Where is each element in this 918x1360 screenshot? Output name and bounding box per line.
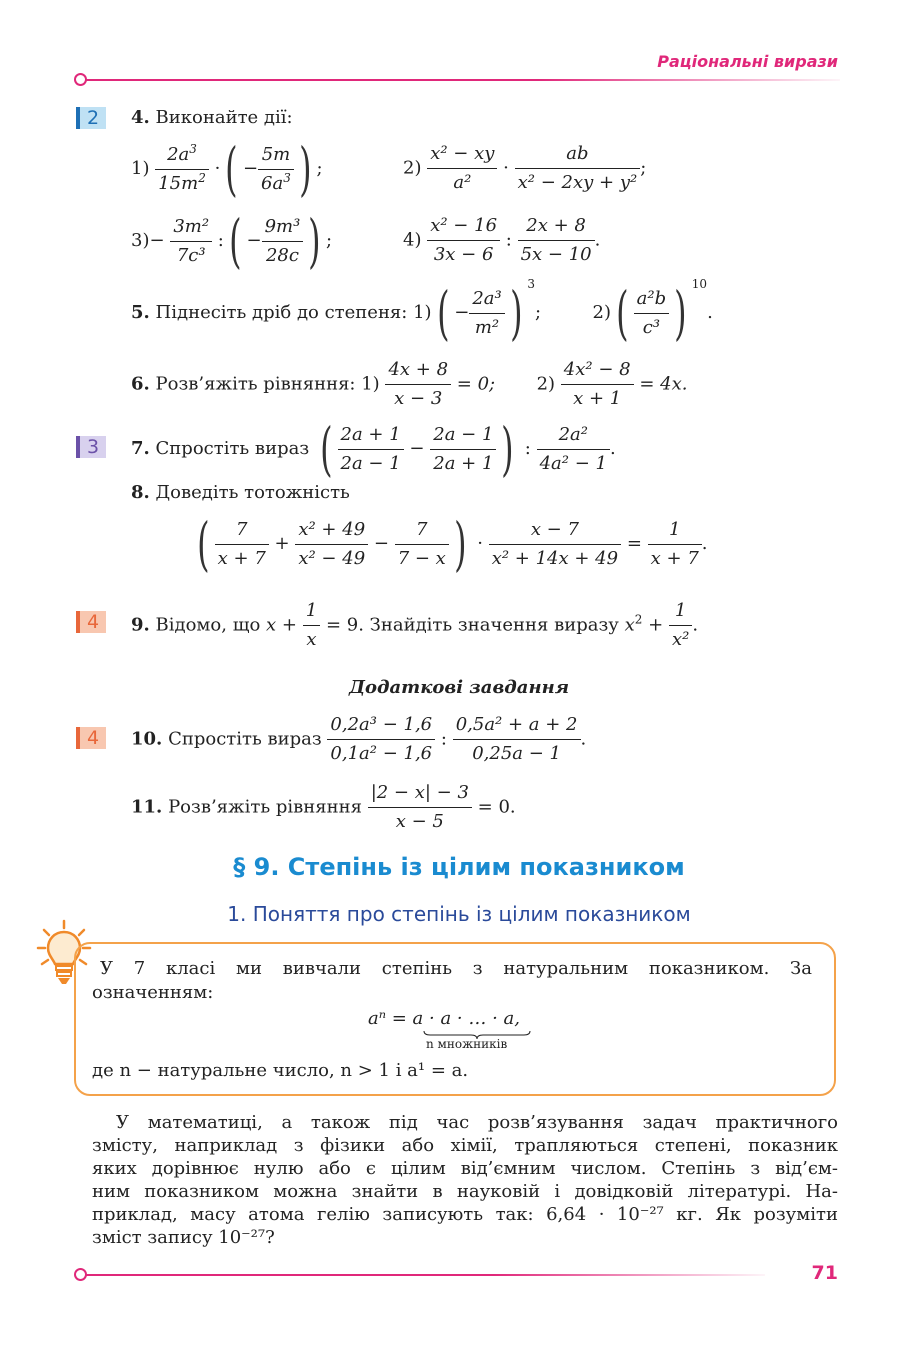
exercise-9: 9. Відомо, що x + $\frac{1}{x}$ = 9. Знайдіть значення виразу $x^2$ + $\frac{1}{\text{x²}}$ . [131,597,698,654]
exercise-4-item-3: 3)− $\frac{\text{3m²}}{\text{7c³}}$ :( − $\frac{\text{9m³}}{28c}$ ) ; [131,207,333,275]
body-line: зміст запису 10⁻²⁷? [92,1227,275,1248]
exercise-4-item-1: 1) $\frac{2a^3}{15m^2}$ ·( − $\frac{5m}{6a^3}$ ) ; [131,135,323,203]
running-header: Раціональні вирази [657,52,838,71]
page-number: 71 [811,1262,838,1284]
exercise-8-heading: 8. Доведіть тотожність [131,482,350,503]
body-line: У математиці, а також під час розв’язування задач практичного [116,1112,838,1133]
body-line: змісту, наприклад з фізики або хімії, трапляються степені, показник [92,1135,838,1156]
body-line: приклад, масу атома гелію записують так: 6,64 · 10⁻²⁷ кг. Як розуміти [92,1204,838,1225]
extra-tasks-title: Додаткові завдання [348,677,570,698]
footer-rule [85,1274,765,1276]
exercise-8-identity: ( $\frac{7}{x + 7}$ + $\frac{\text{x² + 49}}{\text{x² − 49}}$ − $\frac{7}{7 - x}$ ) · $\frac{x - 7}{\text{x² + 14x + 49}}$ = $\frac{1}{x + 7}$ . [197,510,708,578]
level-badge-2: 2 [76,107,106,129]
note-line-3: де n − натуральне число, n > 1 і a¹ = a. [92,1060,469,1081]
level-badge-4-extra: 4 [76,727,106,749]
exercise-11: 11. Розв’яжіть рівняння $\frac{|2 - x| - 3}{x - 5}$ = 0. [131,779,516,836]
exercise-4-item-4: 4) $\frac{\text{x² − 16}}{3x - 6}$ : $\frac{2x + 8}{5x - 10}$ . [403,212,600,269]
level-badge-4: 4 [76,611,106,633]
body-line: ним показником можна знайти в науковій і довідковій літературі. На- [92,1181,838,1202]
level-badge-3: 3 [76,436,106,458]
exercise-7: 7. Спростіть вираз ( $\frac{2a + 1}{2a - 1}$ − $\frac{2a - 1}{2a + 1}$ ) : $\frac{\text{2a²}}{\text{4a² − 1}}$ . [131,415,616,483]
body-line: яких дорівнює нулю або є цілим від’ємним числом. Степінь з від’єм- [92,1158,838,1179]
header-rule [85,79,840,81]
exercise-4-item-2: 2) $\frac{\text{x² − xy}}{\text{a²}}$ · $\frac{ab}{\text{x² − 2xy + y²}}$ ; [403,140,646,197]
note-line-2: означенням: [92,982,214,1003]
exercise-4-heading: 4. Виконайте дії: [131,107,293,128]
note-formula: aⁿ = a · a · … · a, [368,1008,520,1029]
note-line-1: У 7 класі ми вивчали степінь з натуральним показником. За [100,958,812,979]
exercise-5: 5. Піднесіть дріб до степеня: 1)( − $\frac{\text{2a³}}{\text{m²}}$ ) $^3$; 2)( $\frac{\text{a²b}}{\text{c³}}$ ) $^{10}$. [131,277,713,347]
exercise-6: 6. Розв’яжіть рівняння: 1) $\frac{4x + 8}{x - 3}$ = 0; 2) $\frac{\text{4x² − 8}}{x + 1}$ = 4x. [131,356,687,413]
body-paragraph [92,1111,838,1249]
exercise-10: 10. Спростіть вираз $\frac{\text{0,2a³ − 1,6}}{\text{0,1a² − 1,6}}$ : $\frac{\text{0,5a² + a + 2}}{0,25a - 1}$ . [131,711,586,768]
section-title: § 9. Степінь із цілим показником [233,853,685,881]
section-subtitle: 1. Поняття про степінь із цілим показником [227,902,691,926]
note-underbrace-label: n множників [426,1037,508,1051]
